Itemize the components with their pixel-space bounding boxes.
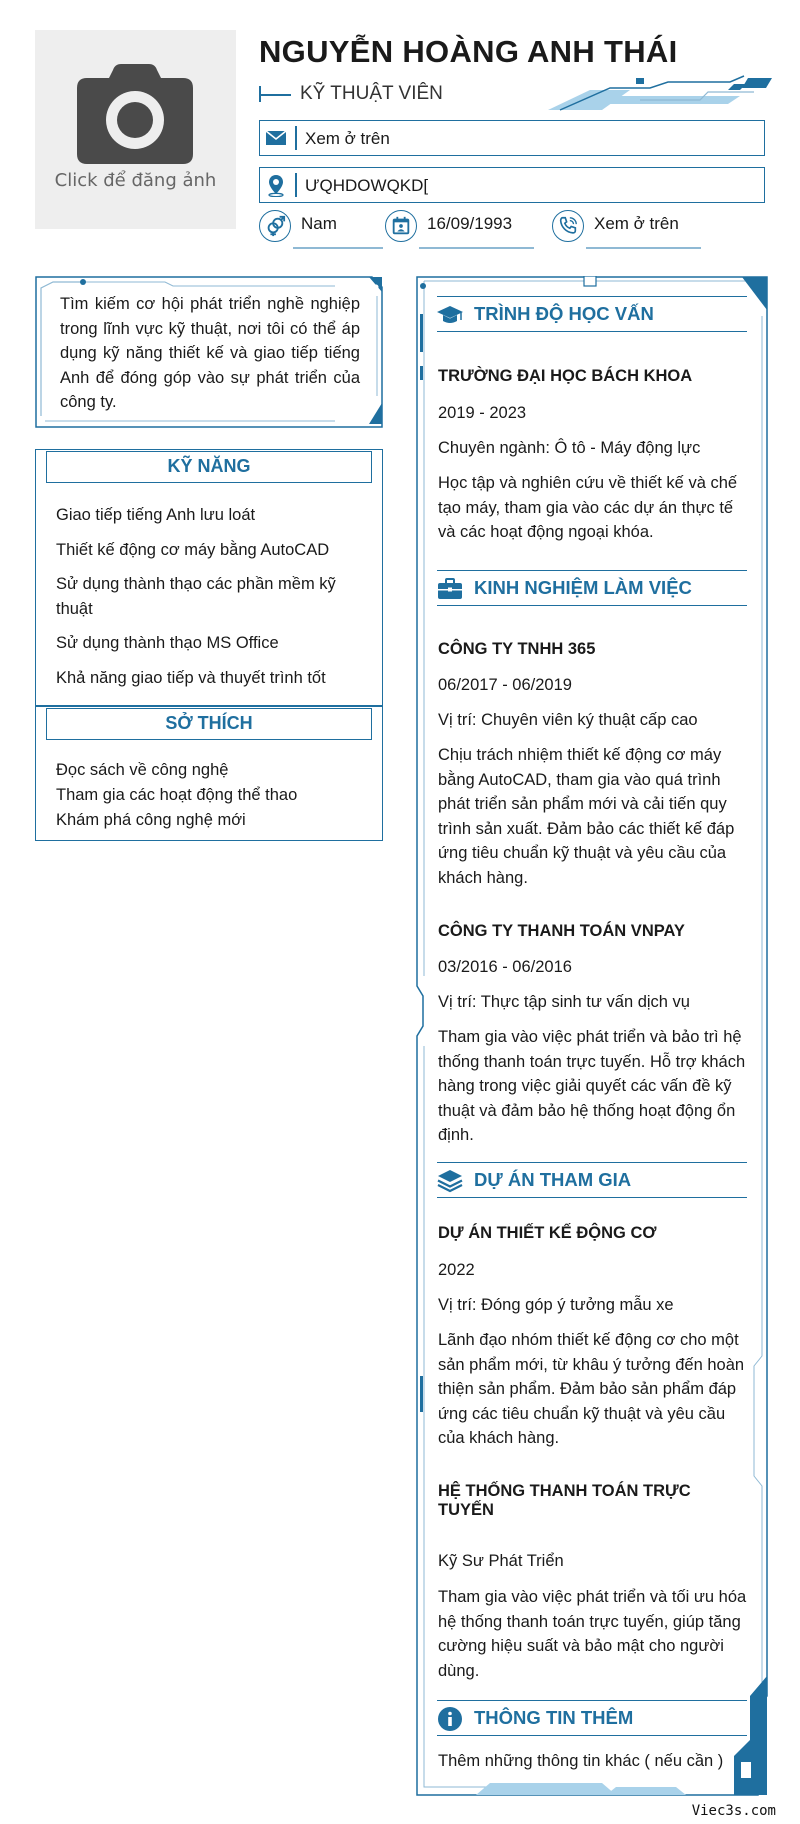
- education-description: Học tập và nghiên cứu về thiết kế và chế tạo máy, tham gia vào các dự án thực tế và các hoạt động ngoại khóa.: [438, 474, 738, 541]
- graduation-cap-icon: [437, 302, 463, 328]
- job-description: Tham gia vào việc phát triển và bảo trì hệ thống thanh toán trực tuyến. Hỗ trợ khách hàng trong việc giải quyết các vấn đề kỹ thuật và đảm bảo hệ thống hoạt động ổn định.: [438, 1028, 746, 1144]
- gender-underline: [293, 247, 383, 249]
- job-position: Vị trí: Chuyên viên ký thuật cấp cao: [438, 711, 698, 729]
- education-title: TRÌNH ĐỘ HỌC VẤN: [474, 303, 654, 324]
- job-period: 06/2017 - 06/2019: [438, 676, 572, 694]
- objective-box: [35, 276, 383, 428]
- phone-icon: [557, 215, 579, 237]
- map-pin-icon: [264, 173, 288, 197]
- gender-icon: [264, 215, 286, 237]
- camera-icon: [75, 62, 195, 166]
- job-description: Chịu trách nhiệm thiết kế động cơ máy bằng AutoCAD, tham gia vào quá trình phát triển sản phẩm mới và cải tiến quy trình sản xuất. Đảm bảo các thiết kế đáp ứng tiêu chuẩn kỹ thuật và yêu cầu của khách hàng.: [438, 746, 735, 887]
- hobby-item: Khám phá công nghệ mới: [56, 811, 246, 829]
- skills-heading: KỸ NĂNG: [46, 451, 372, 483]
- project-description: Lãnh đạo nhóm thiết kế động cơ cho một sản phẩm mới, từ khâu ý tưởng đến hoàn thiện sản phẩm. Đảm bảo sản phẩm đáp ứng các tiêu chuẩn kỹ thuật và yêu cầu của khách hàng.: [438, 1331, 745, 1447]
- education-school: TRƯỜNG ĐẠI HỌC BÁCH KHOA: [438, 367, 693, 385]
- skills-section: [35, 449, 383, 707]
- education-major: Chuyên ngành: Ô tô - Máy động lực: [438, 439, 701, 457]
- project-position: Kỹ Sư Phát Triển: [438, 1552, 564, 1570]
- additional-heading: [437, 1700, 747, 1736]
- project-position: Vị trí: Đóng góp ý tưởng mẫu xe: [438, 1296, 674, 1314]
- skill-item: Sử dụng thành thạo các phần mềm kỹ thuật: [56, 575, 336, 618]
- footer-watermark: Viec3s.com: [691, 1803, 776, 1819]
- skill-item: Khả năng giao tiếp và thuyết trình tốt: [56, 669, 326, 687]
- birthday-icon-ring: [385, 210, 417, 242]
- gender-icon-ring: [259, 210, 291, 242]
- title-line-decoration: [259, 94, 291, 96]
- hobby-item: Tham gia các hoạt động thể thao: [56, 786, 298, 804]
- candidate-name: NGUYỄN HOÀNG ANH THÁI: [259, 34, 678, 69]
- education-heading: [437, 296, 747, 332]
- job-company: CÔNG TY THANH TOÁN VNPAY: [438, 922, 685, 940]
- email-value: Xem ở trên: [305, 129, 390, 148]
- hobbies-section: [35, 705, 383, 841]
- briefcase-icon: [437, 576, 463, 602]
- project-description: Tham gia vào việc phát triển và tối ưu hóa hệ thống thanh toán trực tuyến, giúp tăng cường hiệu suất và bảo mật cho người dùng.: [438, 1588, 747, 1680]
- phone-icon-ring: [552, 210, 584, 242]
- address-value: ƯQHDOWQKD[: [305, 176, 429, 195]
- projects-heading: [437, 1162, 747, 1198]
- project-name: DỰ ÁN THIẾT KẾ ĐỘNG CƠ: [438, 1224, 657, 1242]
- calendar-icon: [390, 215, 412, 237]
- envelope-icon: [264, 126, 288, 150]
- layers-icon: [437, 1168, 463, 1194]
- education-period: 2019 - 2023: [438, 404, 527, 422]
- job-position: Vị trí: Thực tập sinh tư vấn dịch vụ: [438, 993, 690, 1011]
- hobby-item: Đọc sách về công nghệ: [56, 761, 229, 779]
- phone-value: Xem ở trên: [594, 214, 679, 233]
- gender-value: Nam: [301, 214, 337, 233]
- address-field[interactable]: [259, 167, 765, 203]
- skill-item: Thiết kế động cơ máy bằng AutoCAD: [56, 541, 330, 559]
- address-separator: [295, 173, 297, 197]
- phone-underline: [586, 247, 701, 249]
- email-field[interactable]: [259, 120, 765, 156]
- additional-title: THÔNG TIN THÊM: [474, 1707, 634, 1728]
- experience-title: KINH NGHIỆM LÀM VIỆC: [474, 577, 692, 598]
- skill-item: Giao tiếp tiếng Anh lưu loát: [56, 506, 256, 524]
- additional-text: Thêm những thông tin khác ( nếu cần ): [438, 1752, 724, 1770]
- experience-heading: [437, 570, 747, 606]
- info-icon: [437, 1706, 463, 1732]
- project-year: 2022: [438, 1261, 475, 1279]
- job-company: CÔNG TY TNHH 365: [438, 640, 596, 658]
- email-separator: [295, 126, 297, 150]
- skill-item: Sử dụng thành thạo MS Office: [56, 634, 279, 652]
- photo-caption: Click để đăng ảnh: [54, 170, 217, 191]
- birthday-underline: [419, 247, 534, 249]
- objective-text: Tìm kiếm cơ hội phát triển nghề nghiệp trong lĩnh vực kỹ thuật, nơi tôi có thể áp dụng kỹ năng thiết kế và giao tiếp tiếng Anh để đóng góp vào sự phát triển của công ty.: [60, 295, 360, 411]
- birthday-value: 16/09/1993: [427, 214, 513, 233]
- job-title: KỸ THUẬT VIÊN: [300, 83, 443, 104]
- job-period: 03/2016 - 06/2016: [438, 958, 572, 976]
- projects-title: DỰ ÁN THAM GIA: [474, 1169, 632, 1190]
- circuit-decoration-top: [540, 74, 772, 114]
- hobbies-heading: SỞ THÍCH: [46, 708, 372, 740]
- project-name: HỆ THỐNG THANH TOÁN TRỰC TUYẾN: [438, 1482, 691, 1519]
- avatar-upload[interactable]: [35, 30, 236, 229]
